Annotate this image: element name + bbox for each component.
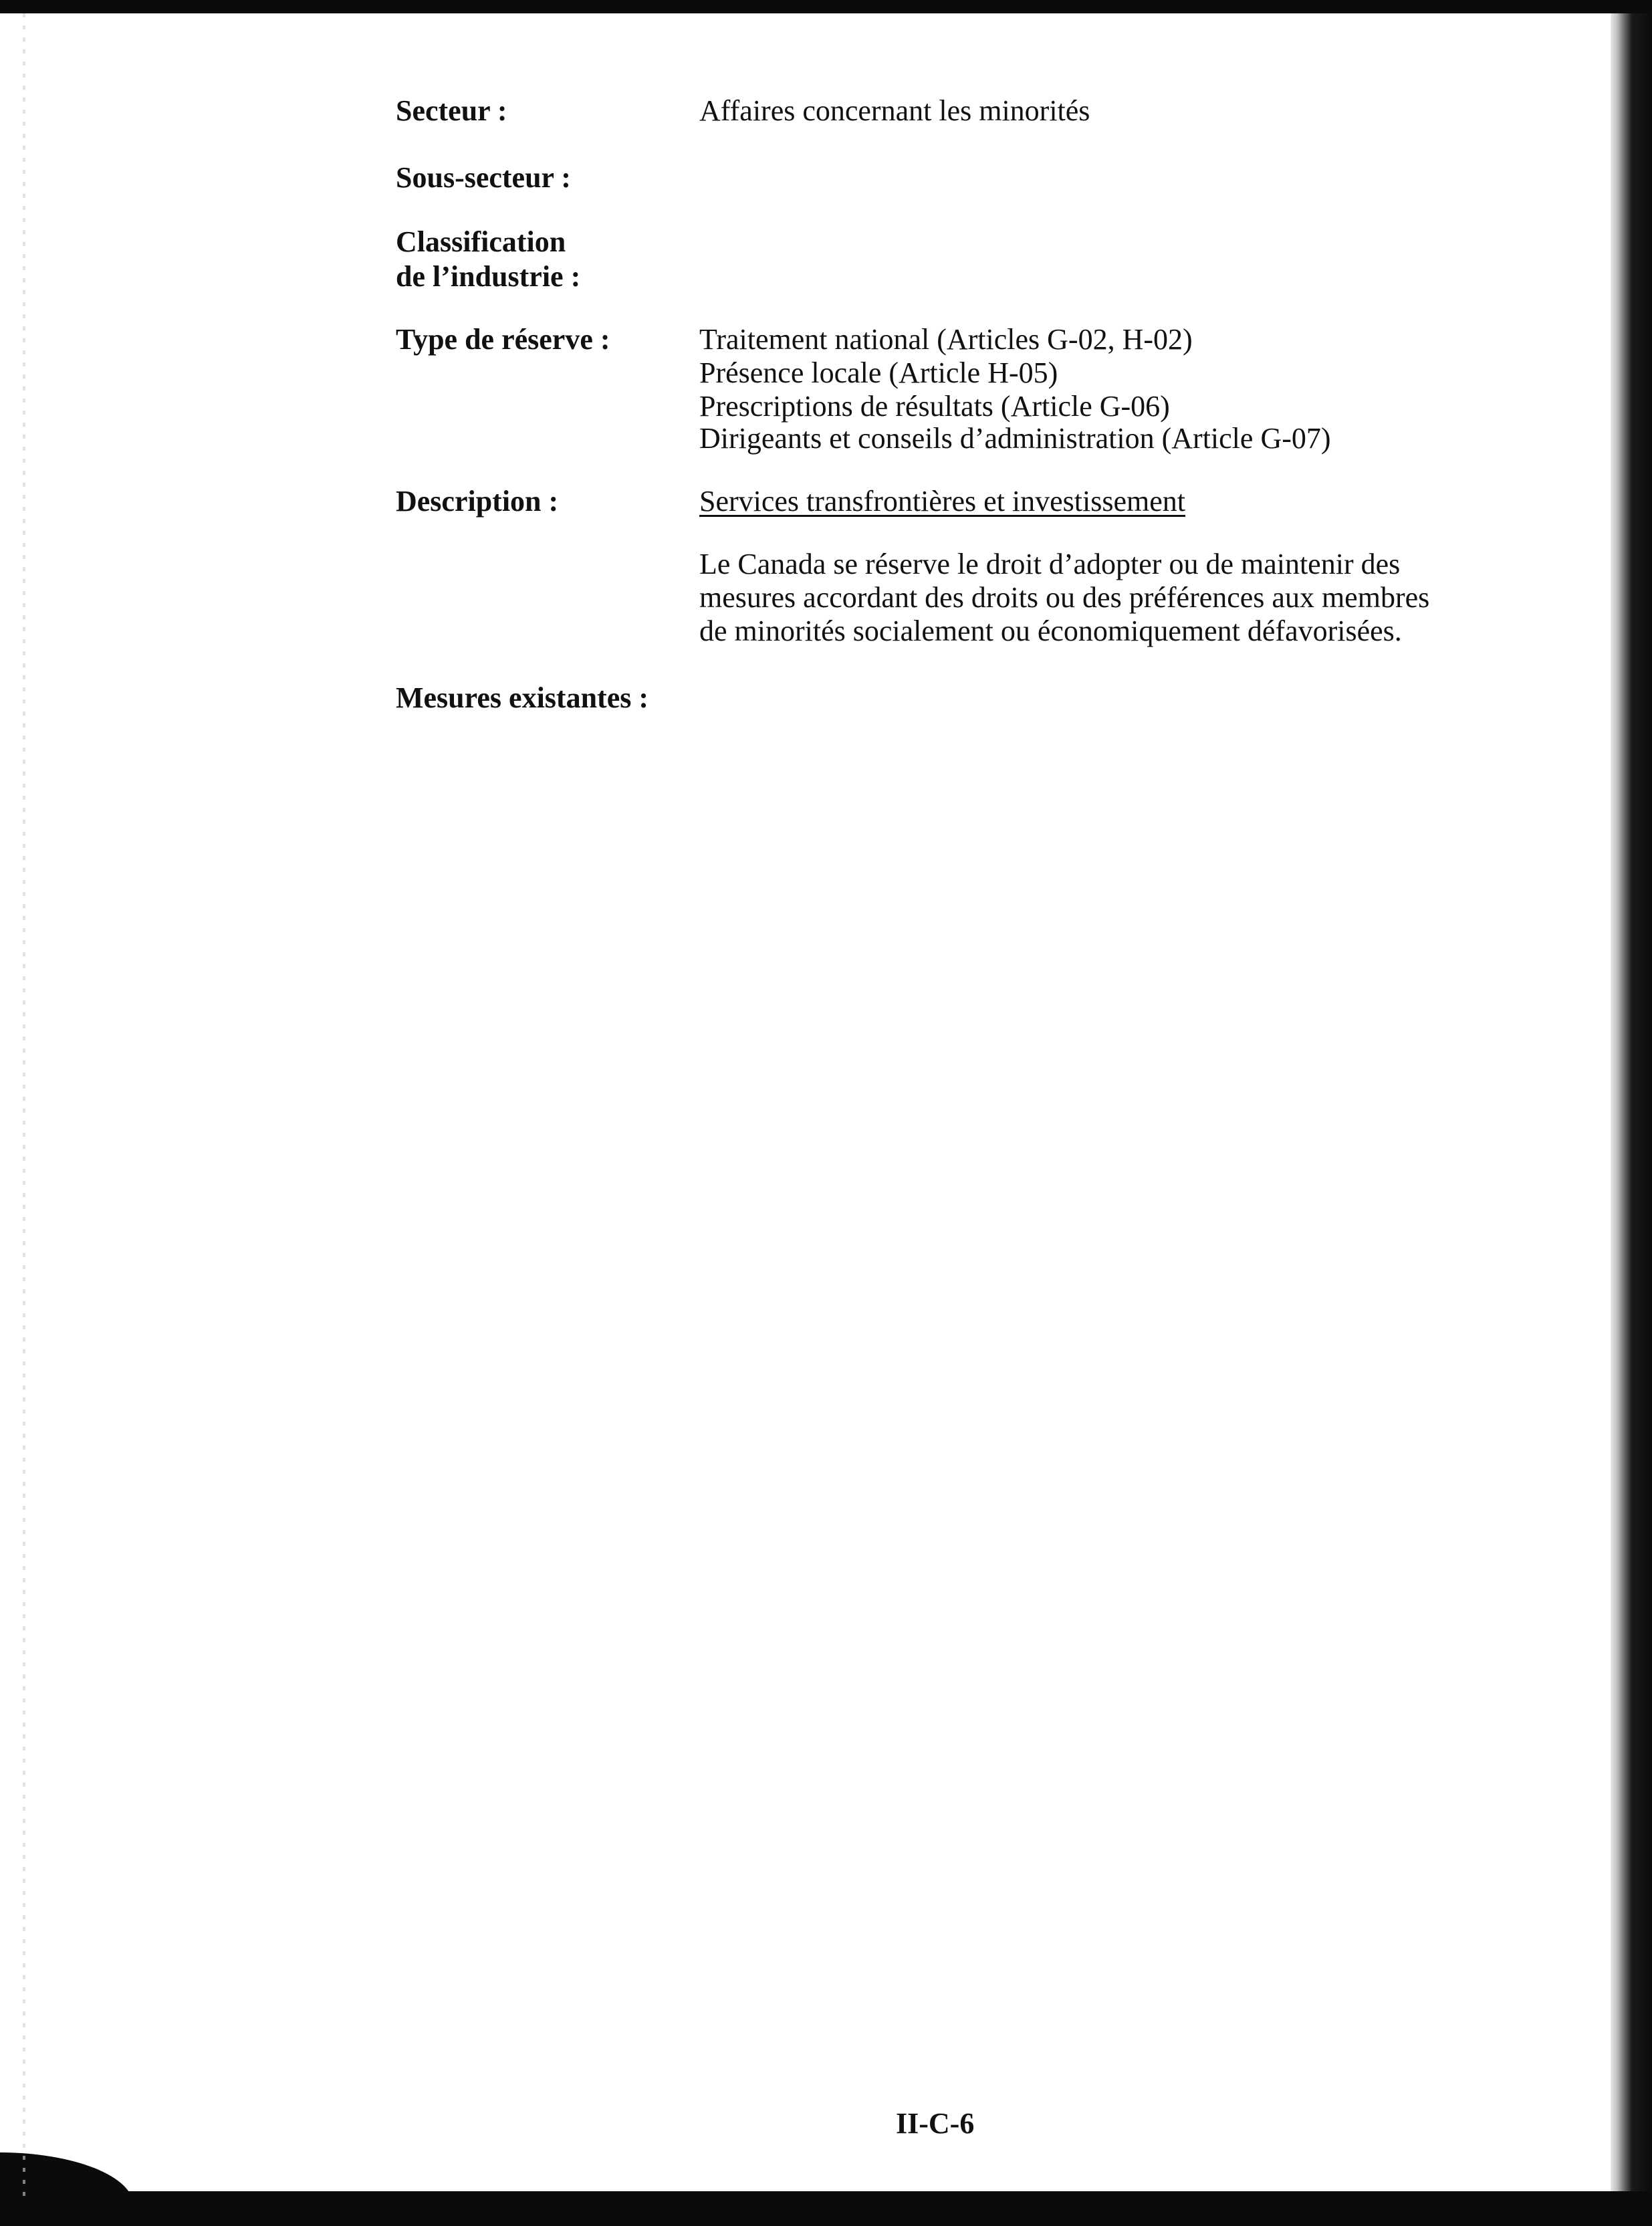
type-reserve-value-4: Dirigeants et conseils d’administration (Article G-07) [699, 422, 1331, 455]
scan-left-edge [23, 13, 25, 2200]
page-number: II-C-6 [896, 2107, 975, 2140]
mesures-existantes-label: Mesures existantes : [396, 681, 648, 714]
secteur-value: Affaires concernant les minorités [699, 94, 1090, 127]
sous-secteur-label: Sous-secteur : [396, 161, 571, 194]
description-heading: Services transfrontières et investissement [699, 485, 1186, 518]
description-label: Description : [396, 485, 559, 518]
scan-bottom-border [0, 2191, 1652, 2226]
type-reserve-value-3: Prescriptions de résultats (Article G-06) [699, 390, 1170, 423]
classification-label-line2: de l’industrie : [396, 260, 581, 293]
type-reserve-value-1: Traitement national (Articles G-02, H-02) [699, 323, 1193, 356]
description-paragraph-line-2: mesures accordant des droits ou des préférences aux membres [699, 581, 1430, 614]
description-paragraph-line-3: de minorités socialement ou économiquement défavorisées. [699, 615, 1402, 647]
classification-label-line1: Classification [396, 225, 566, 258]
description-paragraph-line-1: Le Canada se réserve le droit d’adopter ou de maintenir des [699, 548, 1401, 580]
scan-right-border [1611, 13, 1652, 2207]
scan-top-border [0, 0, 1652, 13]
type-reserve-label: Type de réserve : [396, 323, 610, 356]
type-reserve-value-2: Présence locale (Article H-05) [699, 356, 1058, 389]
secteur-label: Secteur : [396, 94, 507, 127]
